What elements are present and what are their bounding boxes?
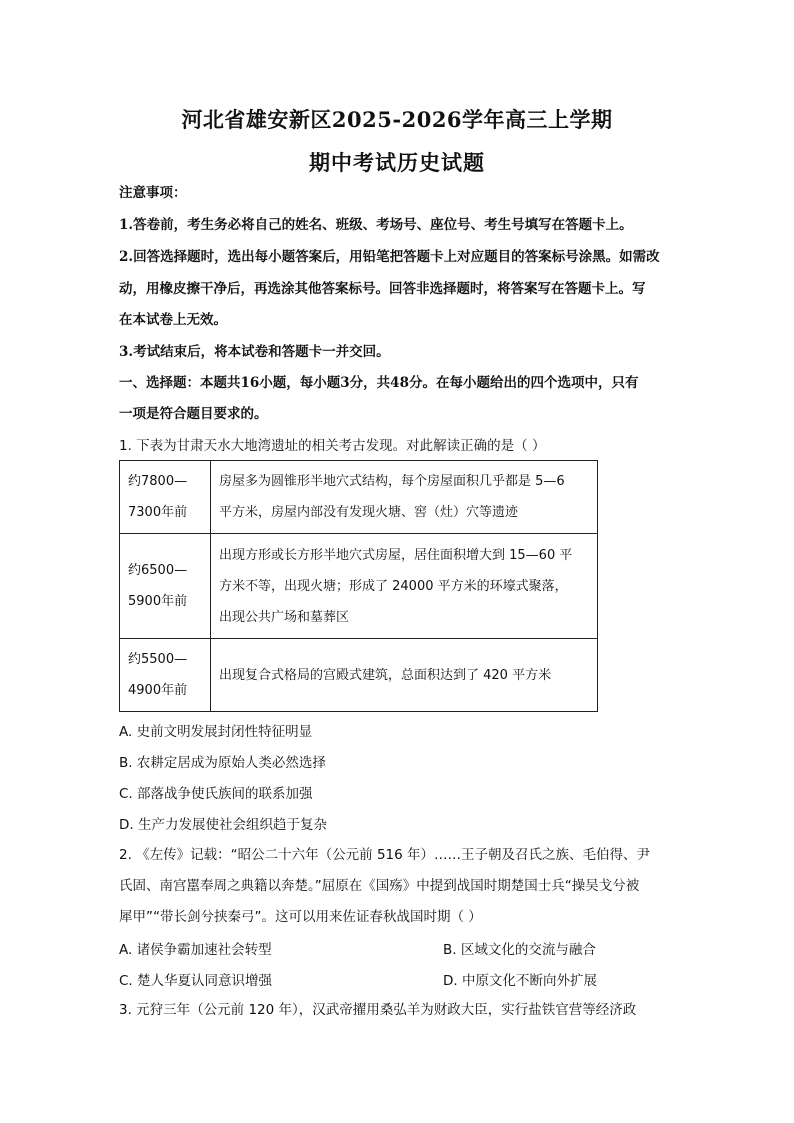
question-2-stem-line-3: 犀甲”“带长剑兮挟秦弓”。这可以用来佐证春秋战国时期（ ） [119, 909, 482, 925]
notice-item-2-line-3: 在本试卷上无效。 [119, 312, 227, 328]
question-1-option-a[interactable]: A. 史前文明发展封闭性特征明显 [119, 724, 313, 740]
period-cell [120, 534, 211, 639]
notice-item-2-line-1: 2.回答选择题时，选出每小题答案后，用铅笔把答题卡上对应题目的答案标号涂黑。如需改 [119, 249, 660, 265]
question-1-option-c[interactable]: C. 部落战争使氏族间的联系加强 [119, 786, 313, 802]
description-cell [211, 534, 598, 639]
section1-instruction-line-2: 一项是符合题目要求的。 [119, 406, 268, 422]
question-1-option-b[interactable]: B. 农耕定居成为原始人类必然选择 [119, 755, 326, 771]
period-line: 5900年前 [128, 594, 188, 609]
description-line: 方米不等，出现火塘；形成了 24000 平方米的环壕式聚落， [219, 578, 568, 594]
period-cell [120, 639, 211, 712]
notice-item-1: 1.答卷前，考生务必将自己的姓名、班级、考场号、座位号、考生号填写在答题卡上。 [119, 217, 633, 233]
description-line: 平方米，房屋内部没有发现火塘、窖（灶）穴等遗迹 [219, 505, 519, 520]
exam-subtitle: 期中考试历史试题 [309, 150, 485, 175]
question-1-stem: 1. 下表为甘肃天水大地湾遗址的相关考古发现。对此解读正确的是（ ） [119, 438, 546, 454]
description-line: 出现方形或长方形半地穴式房屋，居住面积增大到 15—60 平 [219, 547, 573, 563]
question-1-table [119, 460, 598, 712]
section1-instruction-line-1: 一、选择题：本题共16小题，每小题3分，共48分。在每小题给出的四个选项中，只有 [119, 375, 639, 391]
period-line: 约6500— [128, 563, 188, 578]
period-line: 4900年前 [128, 683, 188, 698]
description-line: 出现复合式格局的宫殿式建筑，总面积达到了 420 平方米 [219, 667, 552, 683]
period-cell [120, 461, 211, 534]
question-2-stem-line-2: 氏固、南宫嚚奉周之典籍以奔楚。”屈原在《国殇》中提到战国时期楚国士兵“操吴戈兮被 [119, 878, 640, 894]
table-row [120, 534, 598, 639]
table-row [120, 639, 598, 712]
notice-item-2-line-2: 动，用橡皮擦干净后，再选涂其他答案标号。回答非选择题时，将答案写在答题卡上。写 [119, 281, 646, 297]
notice-heading: 注意事项： [119, 185, 187, 201]
period-line: 约5500— [128, 652, 188, 667]
notice-item-3: 3.考试结束后，将本试卷和答题卡一并交回。 [119, 344, 390, 360]
question-2-stem-line-1: 2. 《左传》记载：“昭公二十六年（公元前 516 年）……王子朝及召氏之族、毛伯得、尹 [119, 847, 651, 863]
period-line: 约7800— [128, 474, 188, 489]
question-1-option-d[interactable]: D. 生产力发展使社会组织趋于复杂 [119, 817, 327, 833]
question-2-option-a[interactable]: A. 诸侯争霸加速社会转型 [119, 942, 272, 958]
description-cell [211, 461, 598, 534]
description-cell [211, 639, 598, 712]
question-3-stem-line-1: 3. 元狩三年（公元前 120 年），汉武帝擢用桑弘羊为财政大臣，实行盐铁官营等经济政 [119, 1002, 637, 1018]
period-line: 7300年前 [128, 505, 188, 520]
question-2-option-d[interactable]: D. 中原文化不断向外扩展 [443, 973, 597, 989]
question-2-option-c[interactable]: C. 楚人华夏认同意识增强 [119, 973, 273, 989]
exam-title: 河北省雄安新区2025-2026学年高三上学期 [181, 107, 613, 132]
description-line: 房屋多为圆锥形半地穴式结构，每个房屋面积几乎都是 5—6 [219, 474, 565, 489]
question-2-option-b[interactable]: B. 区域文化的交流与融合 [443, 942, 596, 958]
description-line: 出现公共广场和墓葬区 [219, 609, 350, 625]
table-row [120, 461, 598, 534]
